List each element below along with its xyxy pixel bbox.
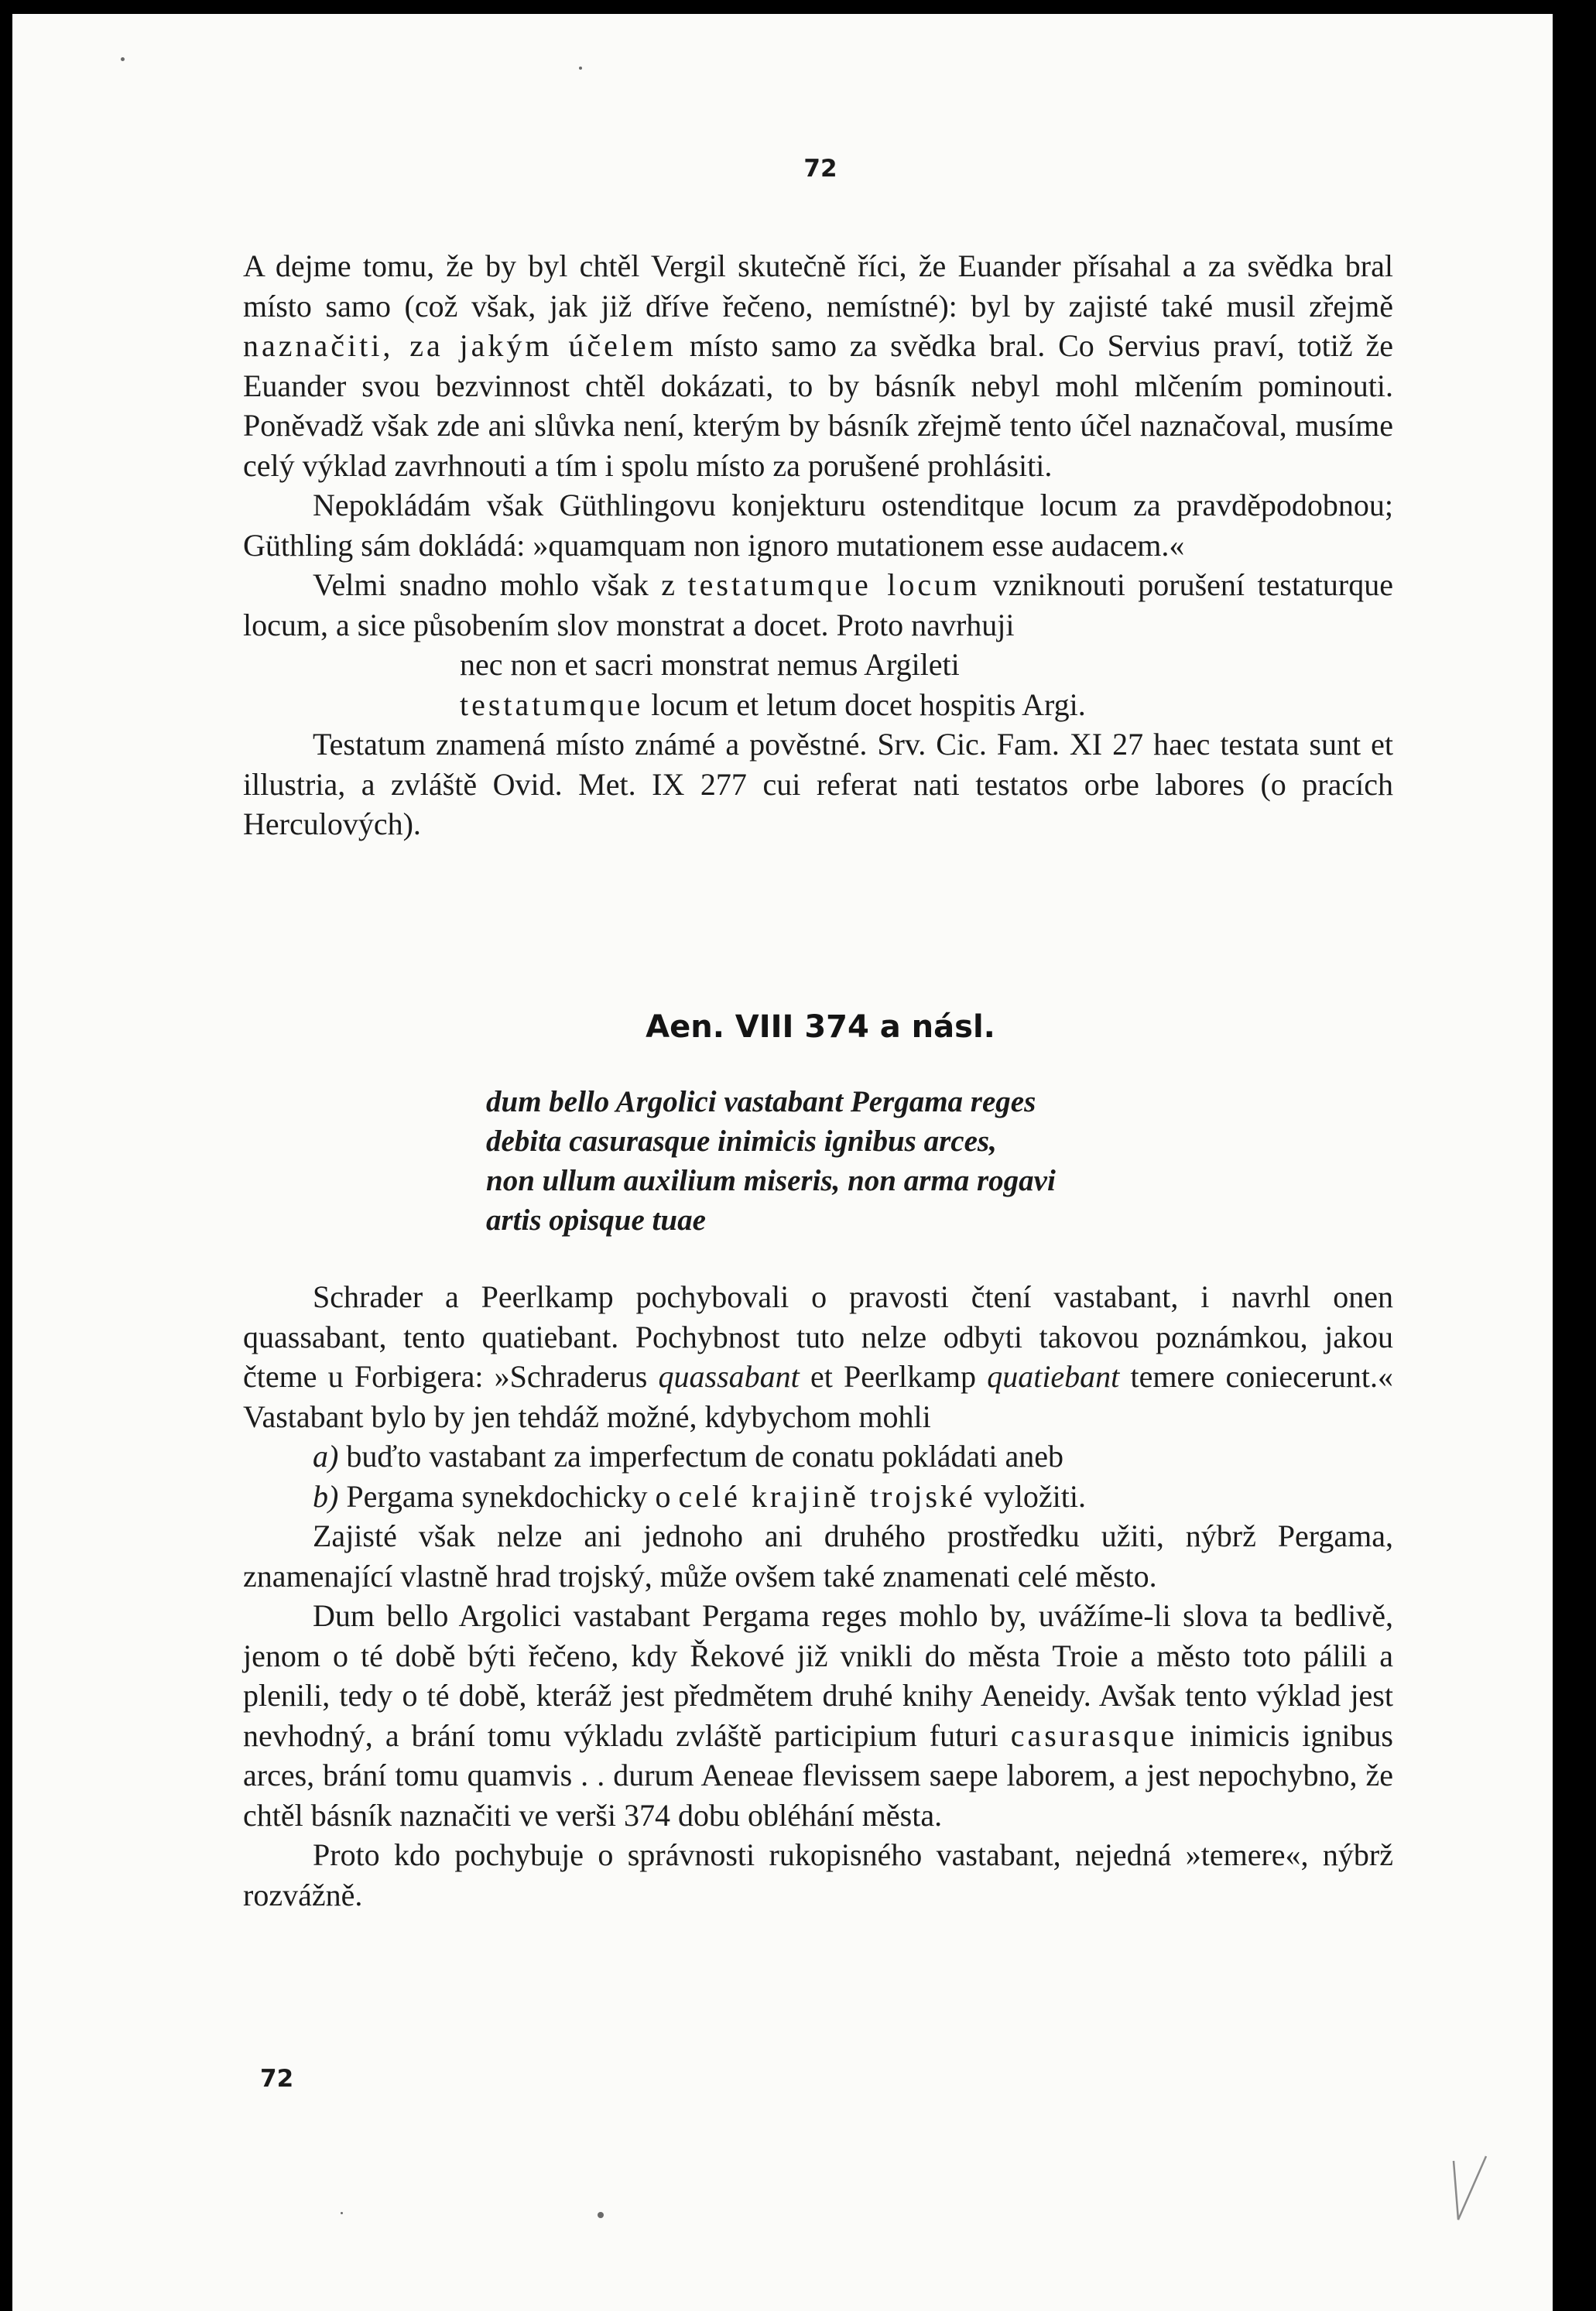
speck — [598, 2212, 604, 2218]
page-number-bottom: 72 — [260, 2065, 294, 2093]
body-text-section-1 — [243, 246, 1393, 844]
quote-line: non ullum auxilium miseris, non arma rogavi — [486, 1164, 1056, 1197]
list-item-a: a) buďto vastabant za imperfectum de conatu pokládati aneb — [313, 1439, 1063, 1474]
speck — [341, 2212, 343, 2214]
list-item-b: b) Pergama synekdochicky o celé krajině trojské vyložiti. — [313, 1478, 1087, 1514]
quote-line: artis opisque tuae — [486, 1203, 706, 1237]
paragraph: Zajisté však nelze ani jednoho ani druhého prostředku užiti, nýbrž Pergama, znamenající vlastně hrad trojský, může ovšem také znamenati celé město. — [243, 1518, 1393, 1594]
page-number-top: 72 — [803, 155, 837, 183]
speck — [579, 67, 582, 70]
proposed-verse — [460, 645, 1393, 724]
paragraph: Dum bello Argolici vastabant Pergama reges mohlo by, uvážíme-li slova ta bedlivě, jenom o té době býti řečeno, kdy Řekové již vnikli do města Troie a město toto pálili a plenili, tedy o té době, kteráž jest předmětem druhé knihy Aeneidy. Avšak tento výklad jest nevhodný, a brání tomu výkladu zvláště participium futuri casurasque inimicis ignibus arces, brání tomu quamvis . . durum Aeneae flevissem saepe laborem, a jest nepochybno, že chtěl básník naznačiti ve verši 374 dobu obléhání města. — [243, 1598, 1394, 1833]
verse-line: nec non et sacri monstrat nemus Argileti — [460, 647, 960, 682]
paragraph: Nepokládám však Güthlingovu konjekturu ostenditque locum za pravděpodobnou; Güthling sám dokládá: »quamquam non ignoro mutationem esse audacem.« — [243, 488, 1393, 563]
paragraph: Schrader a Peerlkamp pochybovali o pravosti čtení vastabant, i navrhl onen quassabant, tento quatiebant. Pochybnost tuto nelze odbyti takovou poznámkou, jakou čteme u Forbigera: »Schraderus quassabant et Peerlkamp quatiebant temere coniecerunt.« Vastabant bylo by jen tehdáž možné, kdybychom mohli — [243, 1279, 1394, 1434]
paragraph: A dejme tomu, že by byl chtěl Vergil skutečně říci, že Euander přísahal a za svědka bral místo samo (což však, jak již dříve řečeno, nemístné): byl by zajisté také musil zřejmě naznačiti, za jakým účelem místo samo za svědka bral. Co Servius praví, totiž že Euander svou bezvinnost chtěl dokázati, to by básník nebyl mohl mlčením pominouti. Poněvadž však zde ani slůvka není, kterým by básník zřejmě tento účel naznačoval, musíme celý výklad zavrhnouti a tím i spolu místo za porušené prohlásiti. — [243, 248, 1393, 483]
latin-quote — [486, 1082, 1056, 1240]
paragraph: Proto kdo pochybuje o správnosti rukopisného vastabant, nejedná »temere«, nýbrž rozvážně. — [243, 1837, 1393, 1912]
speck — [121, 57, 125, 61]
quote-line: dum bello Argolici vastabant Pergama reges — [486, 1085, 1036, 1118]
body-text-section-2 — [243, 1277, 1393, 1915]
paragraph: Testatum znamená místo známé a pověstné. Srv. Cic. Fam. XI 27 haec testata sunt et illustria, a zvláště Ovid. Met. IX 277 cui referat nati testatos orbe labores (o pracích Herculových). — [243, 727, 1393, 841]
pencil-mark — [1446, 2152, 1492, 2229]
verse-line: testatumque locum et letum docet hospitis Argi. — [460, 686, 1086, 722]
paragraph: Velmi snadno mohlo však z testatumque locum vzniknouti porušení testaturque locum, a sice působením slov monstrat a docet. Proto navrhuji — [243, 567, 1393, 642]
quote-line: debita casurasque inimicis ignibus arces, — [486, 1125, 997, 1158]
section-heading: Aen. VIII 374 a násl. — [646, 1009, 995, 1045]
